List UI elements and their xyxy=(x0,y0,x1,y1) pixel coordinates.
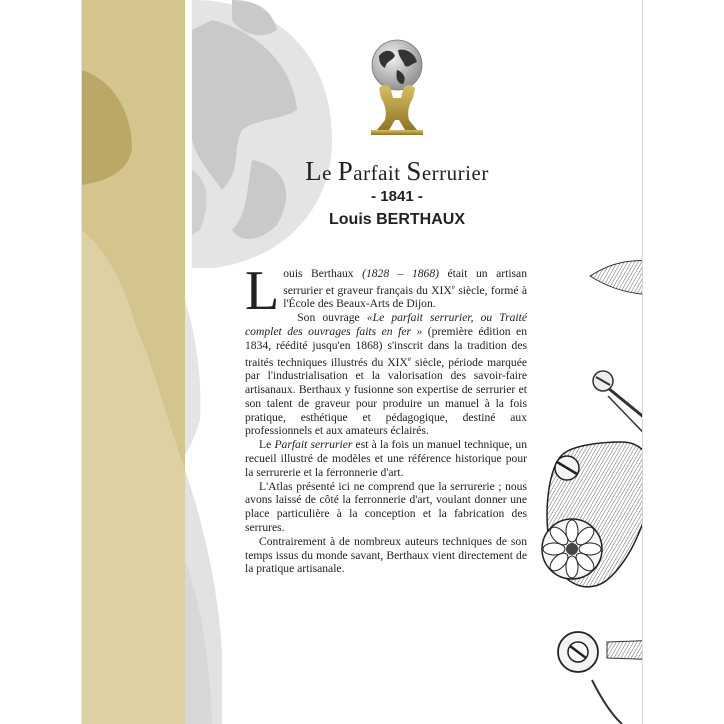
p2-book-title: «Le parfait serrurier, ou Traité complet des ouvrages faits en fer » xyxy=(245,311,527,339)
p3-book-title: Parfait serrurier xyxy=(274,438,353,452)
drop-cap: L xyxy=(245,260,280,322)
p1-dates: (1828 – 1868) xyxy=(362,267,439,280)
p1-text-a: ouis Berthaux xyxy=(283,267,363,280)
lock-mechanism-engraving xyxy=(512,0,642,724)
atlas-globe-icon xyxy=(365,38,429,138)
p1-text-c: était un artisan serrurier et graveur français du XIX xyxy=(283,267,527,297)
paragraph-4: L'Atlas présenté ici ne comprend que la serrurerie ; nous avons laissé de côté la ferronnerie d'art, voulant donner une place particulière à la conception et la fabrication des serrures. xyxy=(245,479,527,535)
p2-text-d: siècle, période marquée par l'industrialisation et la valorisation des savoir-faire artisanaux. Berthaux y fusionne son expertise de serrurier et son talent de graveur pour produire un manuel à la fois pratique, esthétique et pédagogique, destiné aux professionnels et aux amateurs éclairés. xyxy=(245,355,527,438)
p3-text-a: Le xyxy=(259,438,275,452)
publication-year: - 1841 - xyxy=(371,188,423,205)
paragraph-2 xyxy=(245,311,527,438)
p2-sup: e xyxy=(407,354,411,363)
document-page xyxy=(81,0,643,724)
p1-sup: e xyxy=(451,282,455,291)
title-initial-3: S xyxy=(406,156,422,186)
title-rest-2: arfait xyxy=(353,161,407,185)
p1-text-d: siècle, formé à l'École des Beaux-Arts de Dijon. xyxy=(283,283,527,311)
title-initial-2: P xyxy=(337,156,354,186)
title-rest-1: e xyxy=(322,161,338,185)
paragraph-3 xyxy=(245,438,527,479)
p2-text-c: (première édition en 1834, réédité jusqu'en 1868) s'inscrit dans la tradition des traités techniques illustrés du XIX xyxy=(245,325,527,369)
p2-text-a: Son ouvrage xyxy=(297,311,367,325)
title-initial-1: L xyxy=(305,156,323,186)
title-rest-3: errurier xyxy=(421,161,489,185)
paragraph-5: Contrairement à de nombreux auteurs techniques de son temps issus du monde savant, Berthaux vient directement de la pratique artisanale. xyxy=(245,534,527,576)
author-name: Louis BERTHAUX xyxy=(329,211,465,228)
body-text xyxy=(245,260,527,576)
p3-text-c: est à la fois un manuel technique, un recueil illustré de modèles et une référence historique pour la serrurerie et la ferronnerie d'art. xyxy=(245,438,527,479)
rosette-icon xyxy=(542,519,602,579)
